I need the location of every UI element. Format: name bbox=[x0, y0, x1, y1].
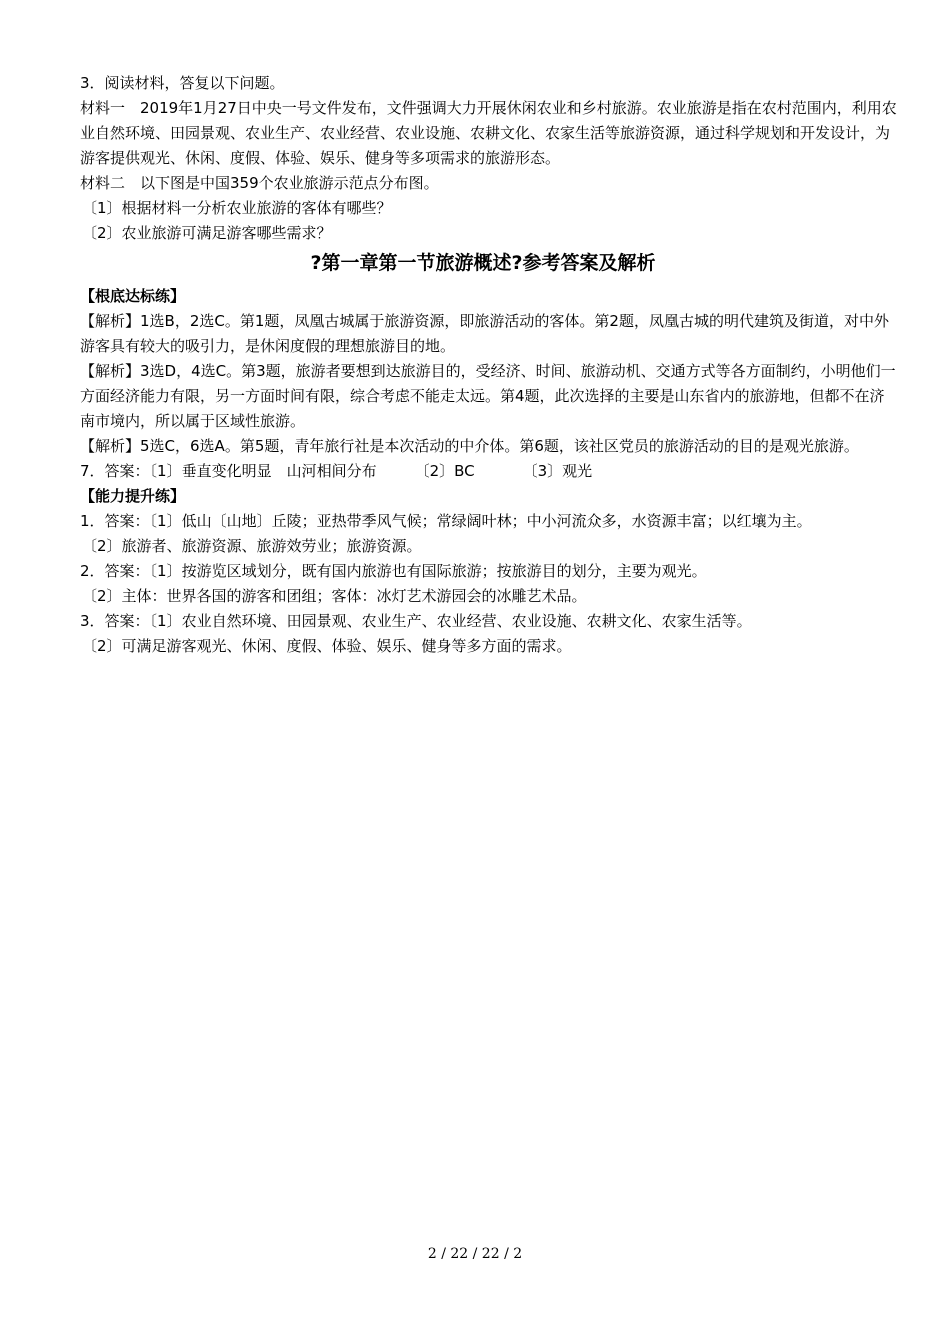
advanced-answer-1-2: 〔2〕旅游者、旅游资源、旅游效劳业；旅游资源。 bbox=[82, 537, 422, 555]
basic-answer-1: 【解析】1选B，2选C。第1题，凤凰古城属于旅游资源，即旅游活动的客体。第2题，凤凰古城的明代建筑及街道，对中外游客具有较大的吸引力，是休闲度假的理想旅游目的地。 bbox=[80, 312, 889, 355]
advanced-answer-1-1: 1．答案：〔1〕低山〔山地〕丘陵；亚热带季风气候；常绿阔叶林；中小河流众多，水资源丰富；以红壤为主。 bbox=[80, 512, 812, 530]
basic-answer-7 bbox=[68, 459, 898, 484]
answers-title: ?第一章第一节旅游概述?参考答案及解析 bbox=[310, 252, 656, 274]
advanced-answer-2-2: 〔2〕主体：世界各国的游客和团组；客体：冰灯艺术游园会的冰雕艺术品。 bbox=[82, 587, 587, 605]
advanced-answer-3-1: 3．答案：〔1〕农业自然环境、田园景观、农业生产、农业经营、农业设施、农耕文化、农家生活等。 bbox=[80, 612, 752, 630]
basic-answer-3: 【解析】5选C，6选A。第5题，青年旅行社是本次活动的中介体。第6题，该社区党员的旅游活动的目的是观光旅游。 bbox=[80, 437, 859, 455]
advanced-answer-2-1: 2．答案：〔1〕按游览区域划分，既有国内旅游也有国际旅游；按旅游目的划分，主要为观光。 bbox=[80, 562, 707, 580]
advanced-heading: 【能力提升练】 bbox=[80, 487, 186, 505]
basic-answer-7-part1: 7．答案：〔1〕垂直变化明显 山河相间分布 bbox=[80, 462, 377, 480]
question3-material1: 材料一 2019年1月27日中央一号文件发布，文件强调大力开展休闲农业和乡村旅游。农业旅游是指在农村范围内，利用农业自然环境、田园景观、农业生产、农业经营、农业设施、农耕文化、农家生活等旅游资源，通过科学规划和开发设计，为游客提供观光、休闲、度假、体验、娱乐、健身等多项需求的旅游形态。 bbox=[80, 99, 897, 167]
basic-answer-7-part2: 〔2〕BC bbox=[414, 462, 475, 480]
basic-heading: 【根底达标练】 bbox=[80, 287, 186, 305]
advanced-answer-3-2: 〔2〕可满足游客观光、休闲、度假、体验、娱乐、健身等多方面的需求。 bbox=[82, 637, 572, 655]
basic-answer-2: 【解析】3选D，4选C。第3题，旅游者要想到达旅游目的，受经济、时间、旅游动机、交通方式等各方面制约，小明他们一方面经济能力有限，另一方面时间有限，综合考虑不能走太远。第4题，此次选择的主要是山东省内的旅游地，但都不在济南市境内，所以属于区域性旅游。 bbox=[80, 362, 896, 430]
page-number: 2 / 22 / 22 / 2 bbox=[427, 1246, 523, 1262]
question3-sub2: 〔2〕农业旅游可满足游客哪些需求？ bbox=[82, 224, 332, 242]
question3-material2: 材料二 以下图是中国359个农业旅游示范点分布图。 bbox=[80, 174, 439, 192]
document-content bbox=[68, 71, 898, 659]
question3-stem: 3．阅读材料，答复以下问题。 bbox=[80, 74, 285, 92]
question3-sub1: 〔1〕根据材料一分析农业旅游的客体有哪些？ bbox=[82, 199, 392, 217]
basic-answer-7-part3: 〔3〕观光 bbox=[522, 462, 593, 480]
